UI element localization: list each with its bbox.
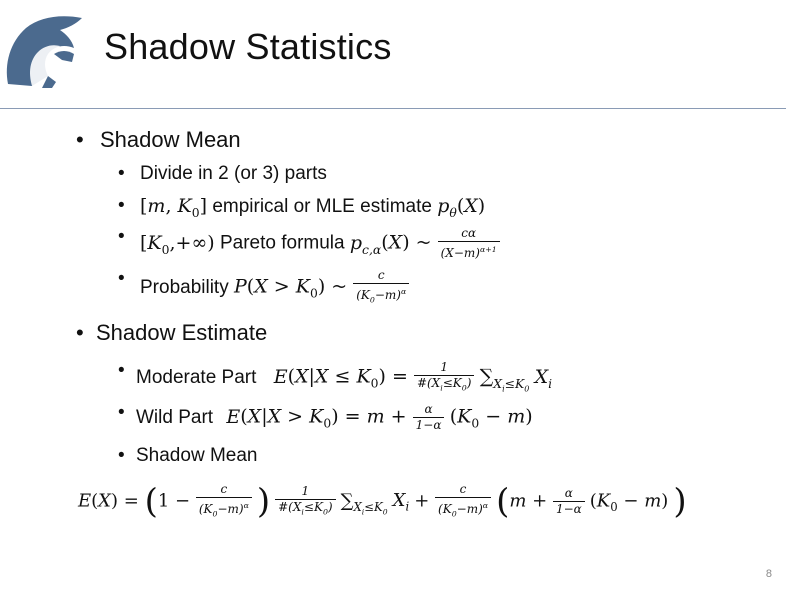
bullet-shadow-mean: • Shadow Mean: [76, 127, 241, 152]
shadow-mean-heading: Shadow Mean: [100, 127, 241, 152]
bullet-wild: • Wild Part $E(X|X > K_0) = m$ + $\frac{\alpha}{1-\alpha}$ $(K_0 - m)$: [118, 402, 533, 432]
shadow-mean-equation: E(X) = (1 − $\frac{c}{(K_0-m)^\alpha}$ ) $\frac{1}{\#(X_i\le K_0)}$ $\sum_{X_i\le K_0}$ $X_i$ + $\frac{c}{(K_0-m)^\alpha}$ (m + $\frac{\alpha}{1-\alpha}$ $(K_0 - m)$ ): [78, 481, 687, 522]
shadow-estimate-heading: Shadow Estimate: [96, 320, 268, 345]
bullet-interval2: • $[K_0,+\infty)$ Pareto formula $p_{c,\alpha}(X)$ ~ $\frac{c\alpha}{(X-m)^{\alpha+1}}$: [118, 226, 500, 261]
bullet-shadow-mean-formula: • Shadow Mean: [118, 445, 258, 466]
bullet-moderate: • Moderate Part $E(X|X \le K_0)$ = $\frac{1}{\#(X_i\le K_0)}$ $\sum_{X_i\le K_0}$ $X_i$: [118, 360, 553, 393]
bullet-probability: • Probability $P(X > K_0)$ ~ $\frac{c}{(K_0-m)^\alpha}$: [118, 268, 409, 307]
page-number: 8: [765, 568, 772, 580]
spartan-helmet-logo: [2, 12, 88, 90]
bullet-divide: • Divide in 2 (or 3) parts: [118, 163, 327, 184]
slide-title: Shadow Statistics: [104, 26, 392, 67]
title-divider: [0, 108, 786, 109]
bullet-shadow-estimate: • Shadow Estimate: [76, 320, 268, 345]
bullet-interval1: • [m, $K_0$] empirical or MLE estimate $p_\theta(X)$: [118, 195, 486, 220]
